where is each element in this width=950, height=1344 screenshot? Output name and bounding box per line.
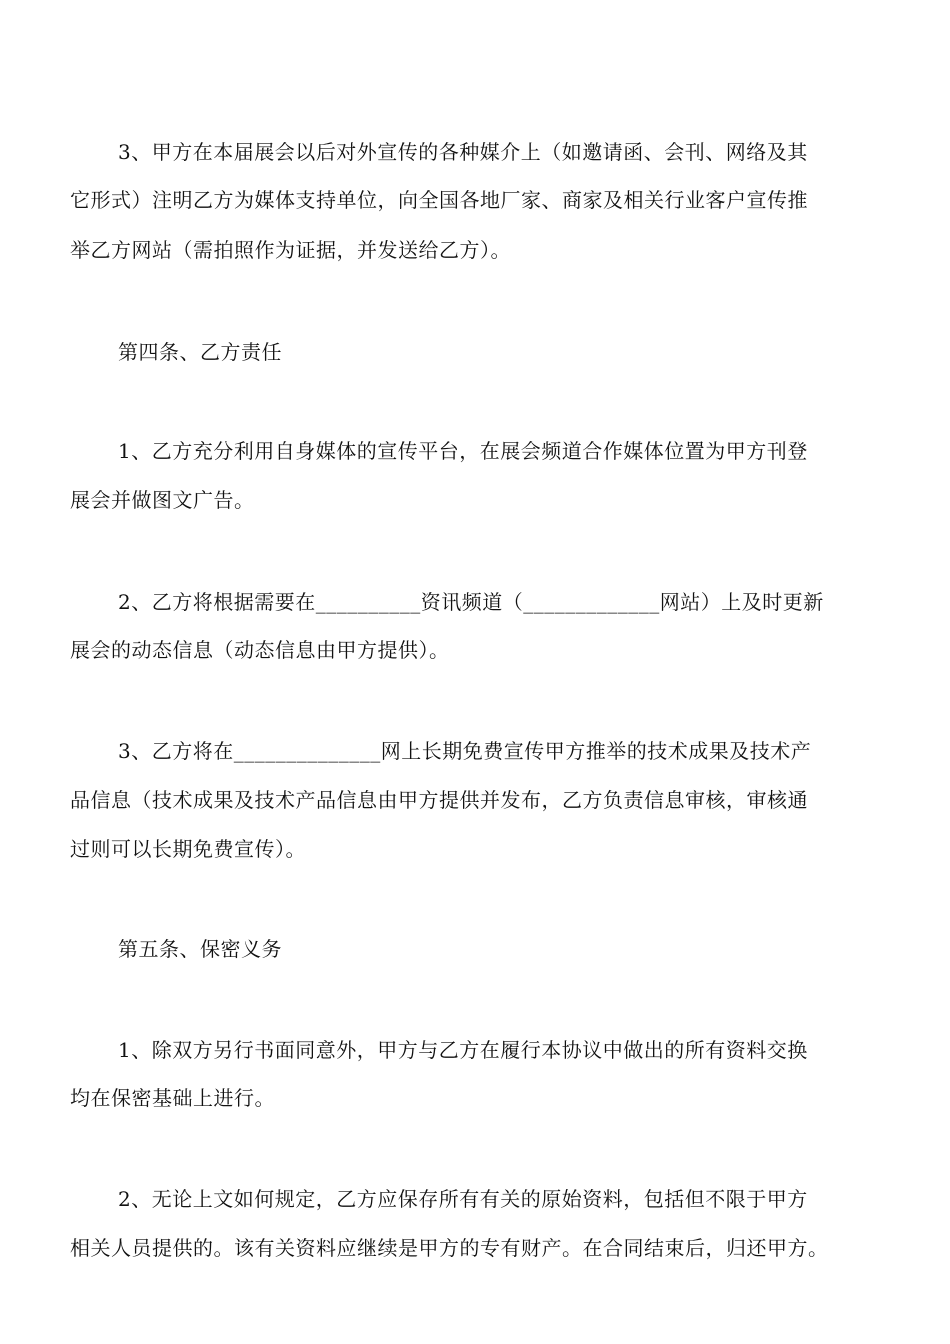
- paragraph-line: 品信息（技术成果及技术产品信息由甲方提供并发布，乙方负责信息审核，审核通: [70, 788, 808, 812]
- paragraph-line: 2、无论上文如何规定，乙方应保存所有有关的原始资料，包括但不限于甲方: [118, 1187, 808, 1211]
- paragraph-line: 1、除双方另行书面同意外，甲方与乙方在履行本协议中做出的所有资料交换: [118, 1038, 808, 1062]
- paragraph-line: 3、乙方将在______________网上长期免费宣传甲方推举的技术成果及技术产: [118, 739, 812, 763]
- paragraph-line: 它形式）注明乙方为媒体支持单位，向全国各地厂家、商家及相关行业客户宣传推: [70, 188, 808, 212]
- paragraph-line: 过则可以长期免费宣传）。: [70, 837, 306, 861]
- paragraph-line: 相关人员提供的。该有关资料应继续是甲方的专有财产。在合同结束后，归还甲方。: [70, 1236, 829, 1260]
- paragraph-line: 展会的动态信息（动态信息由甲方提供）。: [70, 638, 450, 662]
- section-heading: 第五条、保密义务: [118, 937, 282, 961]
- paragraph-line: 举乙方网站（需拍照作为证据，并发送给乙方）。: [70, 238, 511, 262]
- paragraph-line: 展会并做图文广告。: [70, 488, 255, 512]
- paragraph-line: 均在保密基础上进行。: [70, 1086, 275, 1110]
- section-heading: 第四条、乙方责任: [118, 340, 282, 364]
- paragraph-line: 2、乙方将根据需要在__________资讯频道（_____________网站）上及时更新: [118, 590, 824, 614]
- paragraph-line: 1、乙方充分利用自身媒体的宣传平台，在展会频道合作媒体位置为甲方刊登: [118, 439, 808, 463]
- paragraph-line: 3、甲方在本届展会以后对外宣传的各种媒介上（如邀请函、会刊、网络及其: [118, 140, 808, 164]
